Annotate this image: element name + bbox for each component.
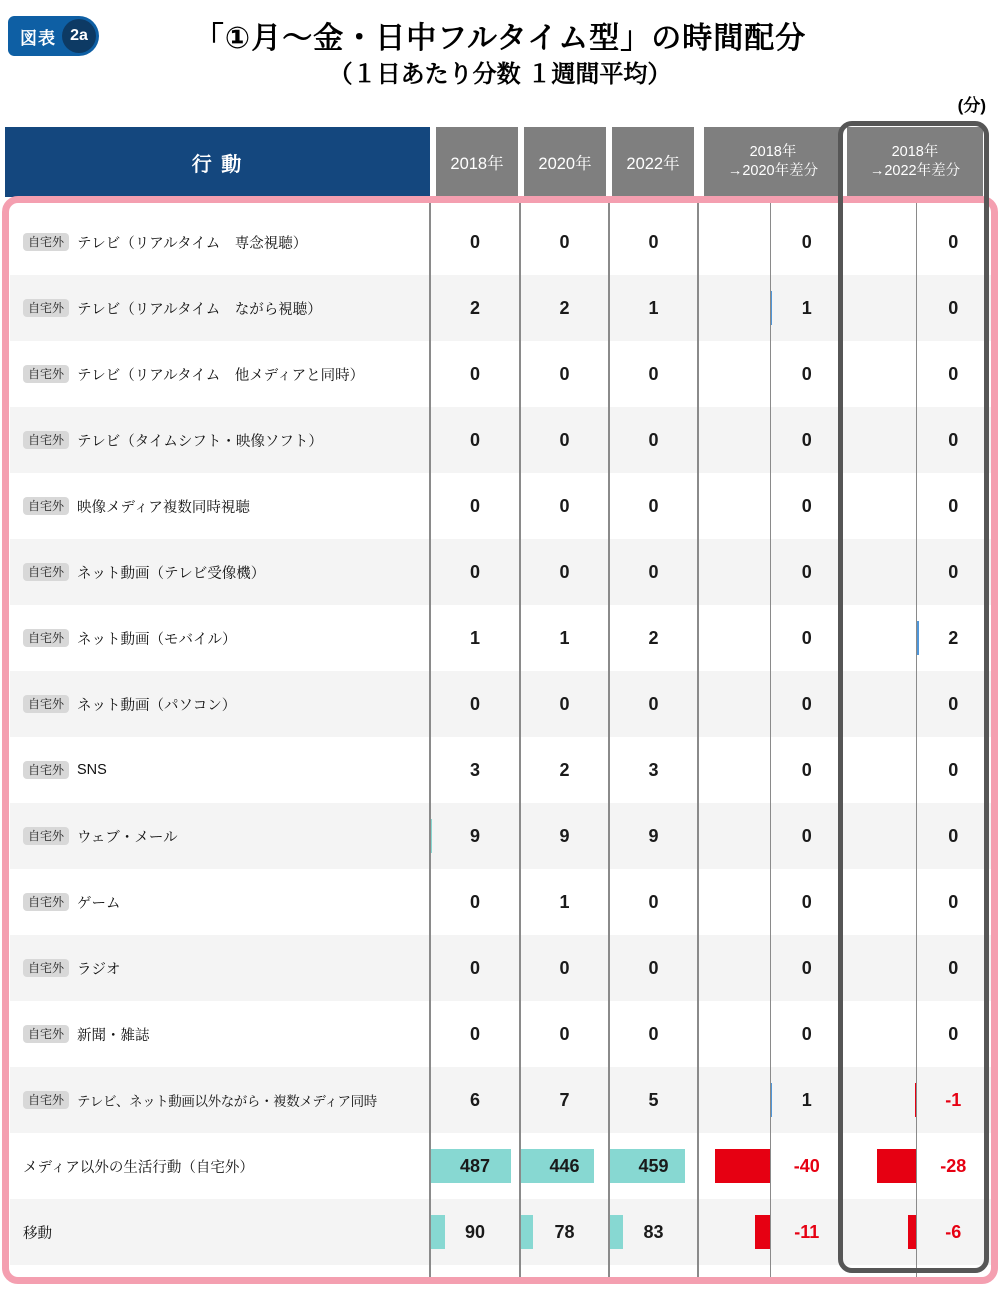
diff-value: 0 <box>948 231 959 252</box>
diff2-header-line1: 2018年 <box>891 144 939 161</box>
cell-value: 0 <box>469 891 480 912</box>
cell-value: 0 <box>559 1023 570 1044</box>
diff-value: 0 <box>948 957 959 978</box>
year-value-cell <box>520 671 609 737</box>
year-value-cell <box>609 605 698 671</box>
action-label-cell <box>10 869 430 935</box>
row-label: 映像メディア複数同時視聴 <box>77 499 250 516</box>
year-value-cell <box>609 803 698 869</box>
cell-value: 0 <box>469 363 480 384</box>
figure-badge-label: 図表 <box>20 28 56 48</box>
diff-value: -1 <box>945 1089 962 1110</box>
diff-value: 0 <box>801 957 812 978</box>
diff-value: 0 <box>801 627 812 648</box>
cell-value: 0 <box>469 429 480 450</box>
action-label-cell <box>10 737 430 803</box>
cell-value: 1 <box>648 297 659 318</box>
cell-value: 3 <box>469 759 480 780</box>
action-label-cell <box>10 803 430 869</box>
cell-value: 459 <box>638 1155 669 1176</box>
row-label: テレビ（タイムシフト・映像ソフト） <box>77 433 323 450</box>
year-value-cell <box>609 407 698 473</box>
year-value-cell <box>609 1133 698 1199</box>
diff-value: 1 <box>801 1089 812 1110</box>
row-label: 移動 <box>23 1225 52 1242</box>
cell-value: 0 <box>469 693 480 714</box>
cell-value: 83 <box>643 1221 664 1242</box>
year-value-cell <box>520 275 609 341</box>
year-value-cell <box>609 275 698 341</box>
cell-value: 446 <box>549 1155 580 1176</box>
cell-value: 0 <box>559 561 570 582</box>
diff-value: 0 <box>948 297 959 318</box>
year-value-cell <box>430 803 520 869</box>
year-value-cell <box>430 341 520 407</box>
cell-value: 9 <box>648 825 659 846</box>
diff-value: 0 <box>801 825 812 846</box>
cell-value: 9 <box>469 825 480 846</box>
year-value-cell <box>430 1067 520 1133</box>
table-row <box>10 341 991 407</box>
cell-value: 0 <box>559 957 570 978</box>
diff-value: 0 <box>948 429 959 450</box>
cell-value: 90 <box>464 1221 486 1242</box>
year-value-cell <box>520 341 609 407</box>
year-value-cell <box>609 935 698 1001</box>
table-row <box>10 1199 991 1265</box>
table-row <box>10 803 991 869</box>
table-row <box>10 275 991 341</box>
unit-label: (分) <box>957 96 986 115</box>
cell-value: 1 <box>559 627 570 648</box>
diff-value: 1 <box>801 297 812 318</box>
diff-value: 0 <box>801 363 812 384</box>
out-of-home-tag: 自宅外 <box>23 299 69 317</box>
year-value-cell <box>609 869 698 935</box>
diff1-header-line1: 2018年 <box>749 144 797 161</box>
out-of-home-tag: 自宅外 <box>23 431 69 449</box>
diff-value: 0 <box>801 1023 812 1044</box>
year-value-cell <box>430 869 520 935</box>
row-label: ネット動画（モバイル） <box>77 631 237 648</box>
diff-value: 0 <box>948 495 959 516</box>
year-value-cell <box>520 1001 609 1067</box>
action-label-cell <box>10 671 430 737</box>
action-label-cell <box>10 1067 430 1133</box>
table-row <box>10 209 991 275</box>
year-value-cell <box>430 671 520 737</box>
cell-value: 0 <box>648 957 659 978</box>
year-value-cell <box>520 869 609 935</box>
diff-value: 0 <box>948 891 959 912</box>
year-value-cell <box>520 473 609 539</box>
diff-value: 0 <box>801 429 812 450</box>
diff2-header-line2: →2022年差分 <box>869 163 961 179</box>
year-value-cell <box>609 473 698 539</box>
year-value-cell <box>520 1067 609 1133</box>
figure-subtitle: （１日あたり分数 １週間平均） <box>328 61 672 88</box>
row-label: テレビ、ネット動画以外ながら・複数メディア同時 <box>77 1094 377 1109</box>
year-value-cell <box>609 539 698 605</box>
column-header-2018: 2018年 <box>436 127 518 197</box>
year-value-cell <box>520 1199 609 1265</box>
out-of-home-tag: 自宅外 <box>23 1025 69 1043</box>
year-value-cell <box>520 737 609 803</box>
row-label: テレビ（リアルタイム 専念視聴） <box>77 235 308 252</box>
year-value-cell <box>520 1133 609 1199</box>
year-value-cell <box>430 275 520 341</box>
cell-value: 0 <box>559 495 570 516</box>
cell-value: 0 <box>648 429 659 450</box>
year-value-cell <box>609 1001 698 1067</box>
row-label: ラジオ <box>77 961 121 978</box>
year-value-cell <box>430 209 520 275</box>
table-row <box>10 1001 991 1067</box>
diff-value: 0 <box>948 561 959 582</box>
cell-value: 3 <box>648 759 659 780</box>
out-of-home-tag: 自宅外 <box>23 893 69 911</box>
year-value-cell <box>520 407 609 473</box>
year-value-cell <box>520 605 609 671</box>
column-header-diff-2018-2020 <box>704 127 842 197</box>
row-label: テレビ（リアルタイム ながら視聴） <box>77 301 322 318</box>
cell-value: 0 <box>648 561 659 582</box>
year-value-cell <box>520 209 609 275</box>
row-label: 新聞・雑誌 <box>77 1027 150 1044</box>
figure-badge-number: 2a <box>62 19 96 53</box>
cell-value: 0 <box>648 693 659 714</box>
table-rows <box>9 209 991 1265</box>
diff-value: -40 <box>793 1155 820 1176</box>
year-value-cell <box>609 341 698 407</box>
row-label: テレビ（リアルタイム 他メディアと同時） <box>77 367 365 384</box>
cell-value: 2 <box>648 627 659 648</box>
diff-value: 0 <box>948 693 959 714</box>
diff-value: 0 <box>948 1023 959 1044</box>
year-value-cell <box>520 539 609 605</box>
cell-value: 2 <box>559 297 570 318</box>
cell-value: 7 <box>559 1089 570 1110</box>
year-value-cell <box>430 539 520 605</box>
year-value-cell <box>520 935 609 1001</box>
action-label-cell <box>10 473 430 539</box>
cell-value: 0 <box>648 1023 659 1044</box>
cell-value: 1 <box>559 891 570 912</box>
diff-value: -6 <box>945 1221 962 1242</box>
cell-value: 0 <box>648 363 659 384</box>
table-row <box>10 1133 991 1199</box>
cell-value: 6 <box>469 1089 480 1110</box>
row-label: ネット動画（テレビ受像機） <box>77 565 266 582</box>
table-row <box>10 407 991 473</box>
cell-value: 0 <box>559 231 570 252</box>
cell-value: 78 <box>554 1221 575 1242</box>
column-header-action: 行 動 <box>5 127 430 197</box>
column-header-2020: 2020年 <box>524 127 606 197</box>
year-value-cell <box>430 737 520 803</box>
cell-value: 487 <box>459 1155 491 1176</box>
diff-value: 0 <box>801 561 812 582</box>
year-value-cell <box>430 473 520 539</box>
action-label-cell <box>10 1001 430 1067</box>
out-of-home-tag: 自宅外 <box>23 365 69 383</box>
action-label-cell <box>10 935 430 1001</box>
table-body <box>2 196 998 1284</box>
action-label-cell <box>10 1199 430 1265</box>
diff-value: 0 <box>801 891 812 912</box>
diff-value: -28 <box>940 1155 967 1176</box>
diff-value: 0 <box>801 759 812 780</box>
figure-title: 「①月～金・日中フルタイム型」の時間配分 <box>193 22 807 55</box>
year-value-cell <box>609 209 698 275</box>
table-row <box>10 1067 991 1133</box>
cell-value: 0 <box>559 363 570 384</box>
cell-value: 0 <box>648 231 659 252</box>
out-of-home-tag: 自宅外 <box>23 959 69 977</box>
cell-value: 1 <box>469 627 480 648</box>
cell-value: 0 <box>559 429 570 450</box>
out-of-home-tag: 自宅外 <box>23 233 69 251</box>
cell-value: 0 <box>469 561 480 582</box>
table-row <box>10 737 991 803</box>
cell-value: 0 <box>469 957 480 978</box>
year-value-cell <box>430 605 520 671</box>
cell-value: 2 <box>559 759 570 780</box>
diff-value: 0 <box>948 759 959 780</box>
table-row <box>10 473 991 539</box>
year-value-cell <box>430 407 520 473</box>
row-label: ゲーム <box>77 895 121 912</box>
row-label: ネット動画（パソコン） <box>77 697 237 714</box>
action-label-cell <box>10 539 430 605</box>
year-value-cell <box>520 803 609 869</box>
diff-bar-negative <box>715 1149 770 1183</box>
cell-value: 0 <box>648 891 659 912</box>
year-value-cell <box>609 671 698 737</box>
year-value-cell <box>609 1199 698 1265</box>
diff-value: 0 <box>801 231 812 252</box>
out-of-home-tag: 自宅外 <box>23 695 69 713</box>
cell-value: 2 <box>469 297 480 318</box>
column-header-diff-2018-2022 <box>847 127 983 197</box>
diff-value: 0 <box>948 825 959 846</box>
table-row <box>10 605 991 671</box>
cell-value: 9 <box>559 825 570 846</box>
row-label: ウェブ・メール <box>77 829 178 846</box>
year-value-cell <box>609 1067 698 1133</box>
row-label: SNS <box>77 762 107 778</box>
action-label-cell <box>10 209 430 275</box>
year-value-cell <box>430 1133 520 1199</box>
out-of-home-tag: 自宅外 <box>23 563 69 581</box>
cell-value: 0 <box>648 495 659 516</box>
out-of-home-tag: 自宅外 <box>23 1091 69 1109</box>
diff-value: -11 <box>794 1221 820 1242</box>
action-label-cell <box>10 407 430 473</box>
diff-bar-negative <box>755 1215 770 1249</box>
action-label-cell <box>10 341 430 407</box>
table-row <box>10 935 991 1001</box>
table-row <box>10 539 991 605</box>
row-label: メディア以外の生活行動（自宅外） <box>23 1159 254 1176</box>
diff-bar-negative <box>877 1149 916 1183</box>
diff-value: 2 <box>948 627 959 648</box>
diff-value: 0 <box>948 363 959 384</box>
cell-value: 0 <box>469 495 480 516</box>
column-header-2022: 2022年 <box>612 127 694 197</box>
action-label-cell <box>10 1133 430 1199</box>
out-of-home-tag: 自宅外 <box>23 827 69 845</box>
diff-value: 0 <box>801 495 812 516</box>
diff1-header-line2: →2020年差分 <box>727 163 819 179</box>
action-label-cell <box>10 605 430 671</box>
table-row <box>10 869 991 935</box>
out-of-home-tag: 自宅外 <box>23 629 69 647</box>
year-value-cell <box>609 737 698 803</box>
out-of-home-tag: 自宅外 <box>23 497 69 515</box>
cell-value: 5 <box>648 1089 659 1110</box>
year-value-cell <box>430 1199 520 1265</box>
cell-value: 0 <box>469 1023 480 1044</box>
year-value-cell <box>430 935 520 1001</box>
out-of-home-tag: 自宅外 <box>23 761 69 779</box>
action-label-cell <box>10 275 430 341</box>
table-row <box>10 671 991 737</box>
cell-value: 0 <box>469 231 480 252</box>
diff-value: 0 <box>801 693 812 714</box>
cell-value: 0 <box>559 693 570 714</box>
year-value-cell <box>430 1001 520 1067</box>
